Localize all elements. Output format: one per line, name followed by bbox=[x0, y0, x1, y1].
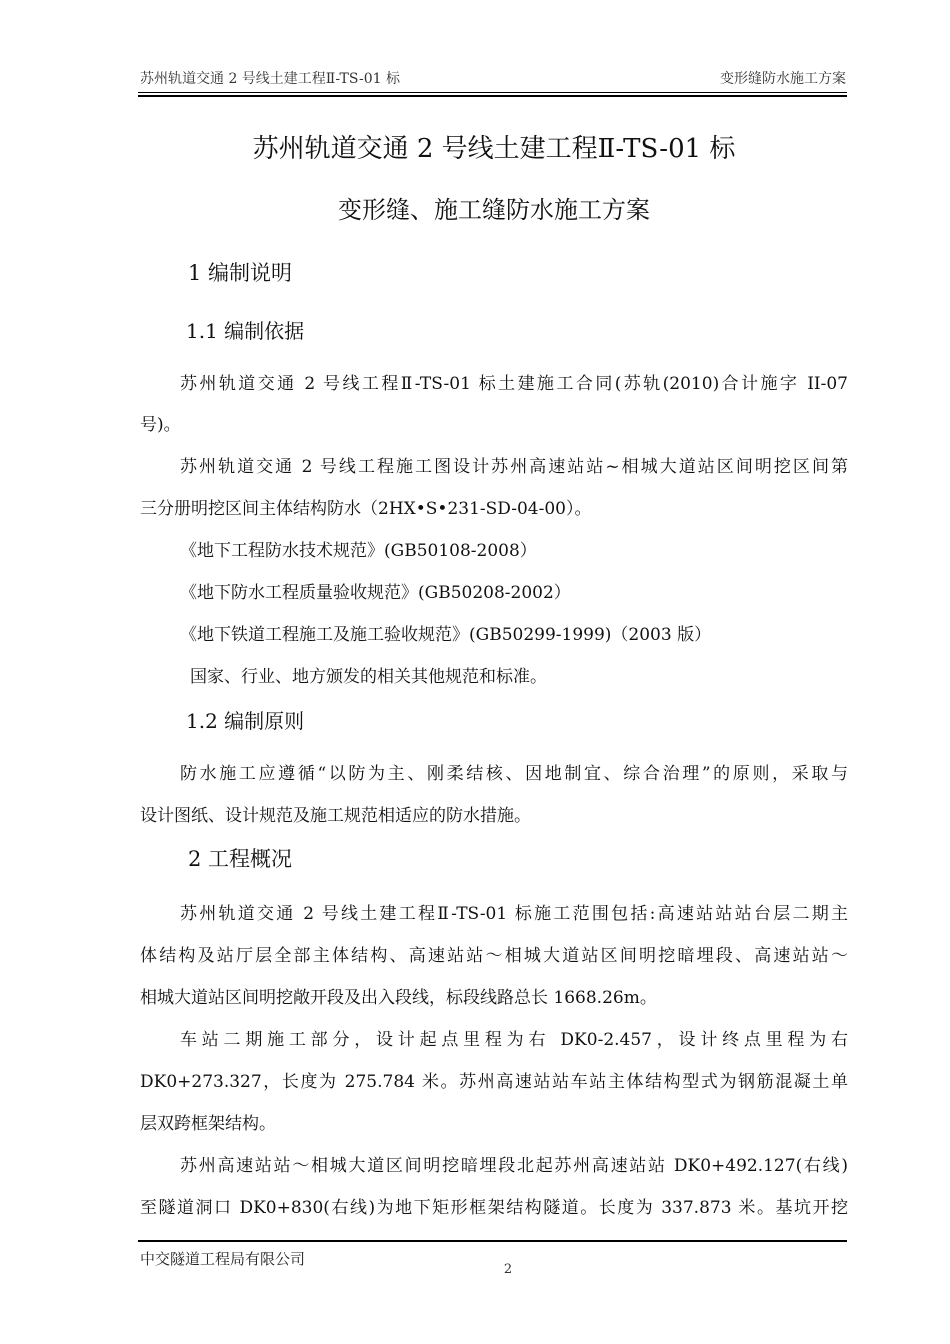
paragraph-line: 防水施工应遵循“以防为主、刚柔结核、因地制宜、综合治理”的原则，采取与 bbox=[180, 764, 848, 784]
reference-item: 国家、行业、地方颁发的相关其他规范和标准。 bbox=[190, 667, 547, 687]
section-heading-1-2: 1.2 编制原则 bbox=[186, 709, 305, 733]
reference-item: 《地下工程防水技术规范》(GB50108-2008） bbox=[180, 541, 537, 561]
footer-rule bbox=[138, 1240, 847, 1242]
section-heading-1-1: 1.1 编制依据 bbox=[186, 319, 305, 343]
paragraph-line: 三分册明挖区间主体结构防水（2HX•S•231-SD-04-00）。 bbox=[140, 499, 592, 519]
paragraph-line: 苏州高速站站～相城大道区间明挖暗埋段北起苏州高速站站 DK0+492.127(右线) bbox=[180, 1156, 848, 1176]
paragraph-line: DK0+273.327，长度为 275.784 米。苏州高速站站车站主体结构型式为钢筋混凝土单 bbox=[140, 1072, 848, 1092]
paragraph-line: 苏州轨道交通 2 号线工程施工图设计苏州高速站站~相城大道站区间明挖区间第 bbox=[180, 457, 848, 477]
paragraph-line: 号)。 bbox=[140, 415, 181, 435]
document-subtitle: 变形缝、施工缝防水施工方案 bbox=[338, 196, 650, 224]
paragraph-line: 体结构及站厅层全部主体结构、高速站站～相城大道站区间明挖暗埋段、高速站站～ bbox=[140, 946, 848, 966]
document-title: 苏州轨道交通 2 号线土建工程Ⅱ-TS-01 标 bbox=[252, 134, 736, 164]
header-rule-thick bbox=[138, 95, 847, 97]
paragraph-line: 苏州轨道交通 2 号线工程Ⅱ-TS-01 标土建施工合同(苏轨(2010)合计施字 II-07 bbox=[180, 374, 848, 394]
footer-company: 中交隧道工程局有限公司 bbox=[140, 1250, 306, 1268]
reference-item: 《地下铁道工程施工及施工验收规范》(GB50299-1999)（2003 版） bbox=[180, 625, 712, 645]
header-left: 苏州轨道交通 2 号线土建工程Ⅱ-TS-01 标 bbox=[140, 71, 400, 87]
paragraph-line: 车站二期施工部分，设计起点里程为右 DK0-2.457，设计终点里程为右 bbox=[180, 1030, 848, 1050]
header-right: 变形缝防水施工方案 bbox=[720, 71, 846, 87]
paragraph-line: 设计图纸、设计规范及施工规范相适应的防水措施。 bbox=[140, 806, 531, 826]
paragraph-line: 至隧道洞口 DK0+830(右线)为地下矩形框架结构隧道。长度为 337.873 米。基坑开挖 bbox=[140, 1198, 848, 1218]
reference-item: 《地下防水工程质量验收规范》(GB50208-2002） bbox=[180, 583, 571, 603]
page-number: 2 bbox=[503, 1262, 513, 1277]
section-heading-2: 2 工程概况 bbox=[188, 847, 293, 871]
paragraph-line: 相城大道站区间明挖敞开段及出入段线，标段线路总长 1668.26m。 bbox=[140, 988, 657, 1008]
paragraph-line: 层双跨框架结构。 bbox=[140, 1114, 276, 1134]
paragraph-line: 苏州轨道交通 2 号线土建工程Ⅱ-TS-01 标施工范围包括:高速站站站台层二期主 bbox=[180, 904, 848, 924]
section-heading-1: 1 编制说明 bbox=[188, 261, 293, 285]
header-rule-thin bbox=[138, 92, 847, 93]
